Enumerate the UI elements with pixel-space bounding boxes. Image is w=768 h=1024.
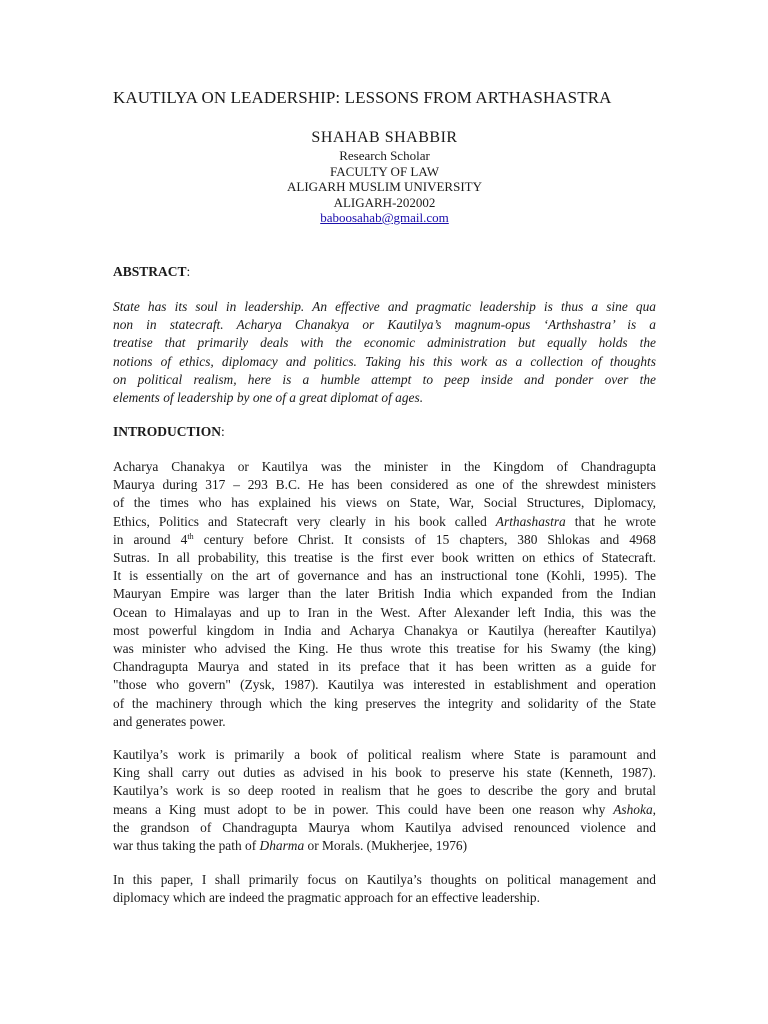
abstract-line: non in statecraft. Acharya Chanakya or Kautilya’s magnum-opus ‘Arthshastra’ is a: [113, 317, 656, 333]
book-title-italic: Arthashastra: [495, 513, 566, 529]
abstract-line: on political realism, here is a humble attempt to peep inside and ponder over the: [113, 371, 656, 387]
body-line: Sutras. In all probability, this treatise is the first ever book written on ethics of Statecraft.: [113, 550, 656, 566]
body-line: "those who govern" (Zysk, 1987). Kautilya was interested in establishment and operation: [113, 677, 656, 693]
body-line: the grandson of Chandragupta Maurya whom Kautilya advised renounced violence and: [113, 819, 656, 835]
body-line: Maurya during 317 – 293 B.C. He has been considered as one of the shrewdest ministers: [113, 477, 656, 493]
text-run: or Morals. (Mukherjee, 1976): [304, 838, 468, 854]
body-line: [113, 837, 656, 855]
body-line: of the times who has explained his views on State, War, Social Structures, Diplomacy,: [113, 495, 656, 511]
abstract-heading-colon: :: [186, 264, 191, 279]
body-line: was minister who advised the King. He thus wrote this treatise for his Swamy (the king): [113, 641, 656, 657]
text-run: in around 4: [113, 531, 188, 547]
ordinal-superscript: th: [187, 531, 194, 541]
author-university: ALIGARH MUSLIM UNIVERSITY: [287, 179, 482, 194]
author-name: SHAHAB SHABBIR: [311, 129, 458, 146]
introduction-paragraph-3: [113, 871, 656, 907]
author-city: ALIGARH-202002: [333, 194, 436, 210]
author-faculty: FACULTY OF LAW: [330, 163, 439, 179]
body-line: most powerful kingdom in India and Acharya Chanakya or Kautilya (hereafter Kautilya): [113, 622, 656, 638]
body-line: diplomacy which are indeed the pragmatic approach for an effective leadership.: [113, 890, 540, 906]
body-line: King shall carry out duties as advised in his book to preserve his state (Kenneth, 1987).: [113, 765, 656, 781]
body-line: [113, 513, 656, 531]
abstract-line: State has its soul in leadership. An effective and pragmatic leadership is thus a sine qua: [113, 299, 656, 314]
body-line: Kautilya’s work is primarily a book of political realism where State is paramount and: [113, 747, 656, 762]
paper-title: KAUTILYA ON LEADERSHIP: LESSONS FROM ARTHASHASTRA: [113, 88, 612, 107]
body-line: Mauryan Empire was larger than the later British India which expanded from the Indian: [113, 586, 656, 602]
introduction-heading: [113, 424, 225, 440]
body-line: of the machinery through which the king preserves the integrity and solidarity of the State: [113, 695, 656, 711]
body-line: [113, 531, 656, 549]
body-line: Kautilya’s work is so deep rooted in realism that he goes to describe the gory and brutal: [113, 783, 656, 799]
abstract-line: notions of ethics, diplomacy and politics. Taking his this work as a collection of thoughts: [113, 353, 656, 369]
body-line: Acharya Chanakya or Kautilya was the minister in the Kingdom of Chandragupta: [113, 459, 656, 474]
body-line: [113, 801, 656, 819]
text-run: century before Christ. It consists of 15 chapters, 380 Shlokas and 4968: [193, 531, 656, 547]
body-line: and generates power.: [113, 713, 226, 729]
introduction-heading-text: INTRODUCTION: [113, 424, 222, 439]
text-run: means a King must adopt to be in power. This could have been one reason why: [113, 801, 614, 817]
body-line: Ocean to Himalayas and up to Iran in the West. After Alexander left India, this was the: [113, 604, 656, 620]
text-run: ,: [652, 801, 656, 817]
introduction-paragraph-2: [113, 746, 656, 855]
text-run: Ethics, Politics and Statecraft very clearly in his book called: [113, 513, 496, 529]
abstract-line: elements of leadership by one of a great diplomat of ages.: [113, 390, 424, 406]
name-italic: Ashoka: [613, 801, 653, 817]
abstract-paragraph: [113, 298, 656, 407]
body-line: Chandragupta Maurya and stated in its preface that it has been written as a guide for: [113, 659, 656, 675]
author-role: Research Scholar: [339, 148, 430, 163]
author-email-link[interactable]: baboosahab@gmail.com: [320, 210, 449, 225]
body-line: In this paper, I shall primarily focus on Kautilya’s thoughts on political management and: [113, 872, 656, 887]
text-run: that he wrote: [565, 513, 657, 529]
text-run: war thus taking the path of: [113, 838, 260, 854]
introduction-paragraph-1: [113, 458, 656, 731]
body-line: It is essentially on the art of governance and has an instructional tone (Kohli, 1995). The: [113, 568, 656, 584]
author-block: [113, 128, 656, 226]
abstract-heading: [113, 264, 190, 280]
abstract-line: treatise that primarily deals with the economic administration but equally holds the: [113, 335, 656, 351]
term-italic: Dharma: [259, 838, 305, 854]
abstract-heading-text: ABSTRACT: [113, 264, 187, 279]
introduction-heading-colon: :: [221, 424, 225, 439]
